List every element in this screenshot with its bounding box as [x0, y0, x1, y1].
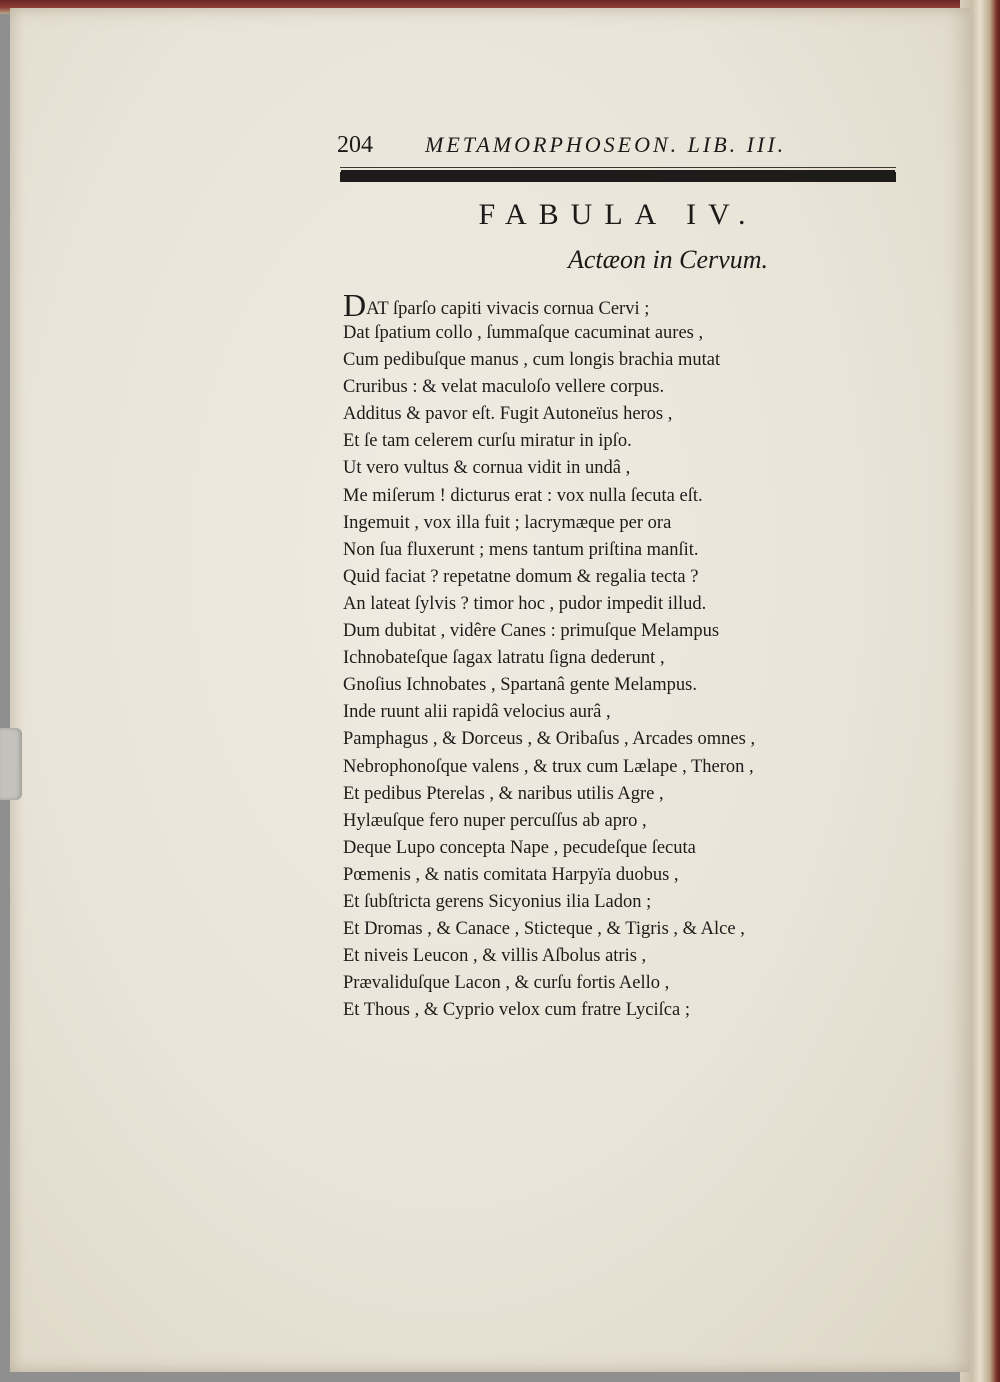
- verse-line: Quid faciat ? repetatne domum & regalia tecta ?: [343, 566, 699, 587]
- verse-line: Gnoſius Ichnobates , Spartanâ gente Melampus.: [343, 675, 697, 696]
- header-rule: [340, 172, 896, 182]
- verse-line: Dat ſpatium collo , ſummaſque cacuminat aures ,: [343, 323, 704, 343]
- verse-line: Et ſe tam celerem curſu miratur in ipſo.: [343, 431, 632, 452]
- verse-line: Et Dromas , & Canace , Sticteque , & Tigris , & Alce ,: [343, 919, 745, 940]
- verse-line: Cum pedibuſque manus , cum longis brachia mutat: [343, 350, 721, 371]
- verse-line: Inde ruunt alii rapidâ velocius aurâ ,: [343, 702, 611, 723]
- verse-line: Et ſubſtricta gerens Sicyonius ilia Ladon ;: [343, 891, 652, 912]
- verse-line: Ut vero vultus & cornua vidit in undâ ,: [343, 458, 631, 479]
- verse-line-first-text: AT ſparſo capiti vivacis cornua Cervi ;: [366, 299, 650, 319]
- fabula-title: FABULA IV.: [478, 198, 758, 231]
- verse-line: Et Thous , & Cyprio velox cum fratre Lyciſca ;: [343, 1000, 690, 1021]
- verse-line: Hylæuſque fero nuper percuſſus ab apro ,: [343, 810, 647, 831]
- verse-line: Nebrophonoſque valens , & trux cum Lælape , Theron ,: [343, 756, 754, 777]
- verse-line: Pamphagus , & Dorceus , & Oribaſus , Arcades omnes ,: [343, 729, 756, 750]
- verse-line: Deque Lupo concepta Nape , pecudeſque ſecuta: [343, 837, 696, 858]
- verse-line: Pœmenis , & natis comitata Harpyïa duobus ,: [343, 864, 679, 885]
- page-clip: [0, 728, 22, 800]
- verse-line: Ichnobateſque ſagax latratu ſigna dederunt ,: [343, 648, 665, 669]
- fabula-subtitle: Actæon in Cervum.: [567, 245, 768, 274]
- verse-line: Ingemuit , vox illa fuit ; lacrymæque per ora: [343, 512, 672, 533]
- verse-line: Et pedibus Pterelas , & naribus utilis Agre ,: [343, 783, 664, 804]
- page-number: 204: [337, 132, 373, 158]
- drop-cap: D: [343, 287, 367, 323]
- verse-line: Cruribus : & velat maculoſo vellere corpus.: [343, 377, 665, 398]
- verse-list: [343, 287, 863, 1024]
- verse-line: Additus & pavor eſt. Fugit Autoneïus heros ,: [343, 404, 673, 425]
- header-rule-thin: [340, 167, 896, 168]
- verse-line: Et niveis Leucon , & villis Aſbolus atris ,: [343, 946, 647, 967]
- running-title: METAMORPHOSEON. LIB. III.: [425, 132, 787, 157]
- verse-line: Me miſerum ! dicturus erat : vox nulla ſecuta eſt.: [343, 485, 703, 506]
- page-header: [337, 132, 897, 164]
- verse-line: Non ſua fluxerunt ; mens tantum priſtina manſit.: [343, 539, 699, 560]
- verse-line-first: [343, 287, 863, 323]
- verse-line: Prævaliduſque Lacon , & curſu fortis Aello ,: [343, 973, 670, 994]
- verse-line: Dum dubitat , vidêre Canes : primuſque Melampus: [343, 621, 720, 642]
- verse-line: An lateat ſylvis ? timor hoc , pudor impedit illud.: [343, 593, 707, 614]
